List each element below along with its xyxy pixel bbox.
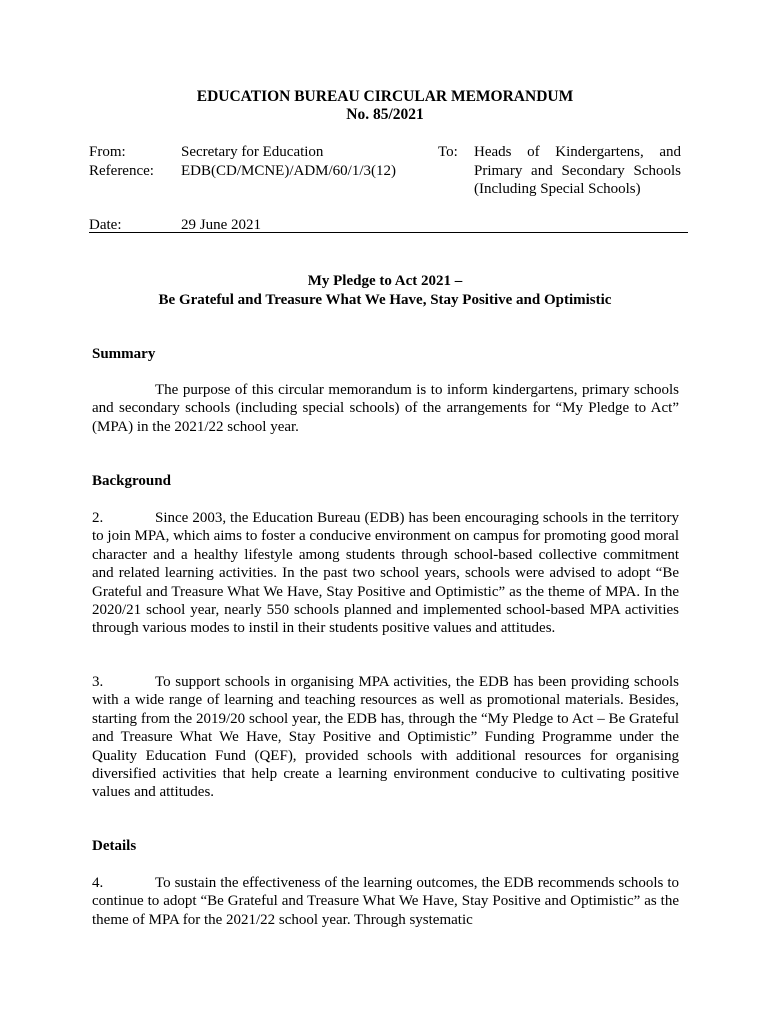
background-heading: Background [92, 473, 171, 489]
date-value: 29 June 2021 [181, 217, 261, 233]
summary-heading: Summary [92, 346, 156, 362]
summary-paragraph: The purpose of this circular memorandum is to inform kindergartens, primary schools and secondary schools (including special schools) of the arrangements for “My Pledge to Act” (MPA) in the 2021/22 school year. [92, 382, 679, 435]
memo-title: EDUCATION BUREAU CIRCULAR MEMORANDUM [196, 88, 574, 105]
reference-value: EDB(CD/MCNE)/ADM/60/1/3(12) [181, 163, 396, 179]
paragraph-4-text: To sustain the effectiveness of the learning outcomes, the EDB recommends schools to continue to adopt “Be Grateful and Treasure What We Have, Stay Positive and Optimistic” as the theme of MPA for the 2021/22 school year. Through systematic [92, 875, 679, 928]
from-label: From: [89, 144, 126, 160]
memo-number: No. 85/2021 [346, 106, 424, 123]
reference-label: Reference: [89, 163, 154, 179]
paragraph-2-text: Since 2003, the Education Bureau (EDB) has been encouraging schools in the territory to join MPA, which aims to foster a conducive environment on campus for promoting good moral character and a healthy lifestyle among students through school-based collective commitment and related learning activities. In the past two school years, schools were advised to adopt “Be Grateful and Treasure What We Have, Stay Positive and Optimistic” as the theme of MPA. In the 2020/21 school year, nearly 550 schools planned and implemented school-based MPA activities through various modes to instil in their students positive values and attitudes. [92, 510, 679, 637]
paragraph-2: 2. Since 2003, the Education Bureau (EDB) has been encouraging schools in the territory to join MPA, which aims to foster a conducive environment on campus for promoting good moral character and a healthy lifestyle among students through school-based collective commitment and related learning activities. In the past two school years, schools were advised to adopt “Be Grateful and Treasure What We Have, Stay Positive and Optimistic” as the theme of MPA. In the 2020/21 school year, nearly 550 schools planned and implemented school-based MPA activities through various modes to instil in their students positive values and attitudes. [92, 510, 679, 637]
paragraph-3: 3. To support schools in organising MPA activities, the EDB has been providing schools with a wide range of learning and teaching resources as well as promotional materials. Besides, starting from the 2019/20 school year, the EDB has, through the “My Pledge to Act – Be Grateful and Treasure What We Have, Stay Positive and Optimistic” Funding Programme under the Quality Education Fund (QEF), provided schools with additional resources for organising diversified activities that help create a learning environment conducive to cultivating positive values and attitudes. [92, 674, 679, 801]
date-label: Date: [89, 217, 122, 233]
paragraph-3-text: To support schools in organising MPA activities, the EDB has been providing schools with a wide range of learning and teaching resources as well as promotional materials. Besides, starting from the 2019/20 school year, the EDB has, through the “My Pledge to Act – Be Grateful and Treasure What We Have, Stay Positive and Optimistic” Funding Programme under the Quality Education Fund (QEF), provided schools with additional resources for organising diversified activities that help create a learning environment conducive to cultivating positive values and attitudes. [92, 674, 679, 801]
paragraph-4: 4. To sustain the effectiveness of the learning outcomes, the EDB recommends schools to continue to adopt “Be Grateful and Treasure What We Have, Stay Positive and Optimistic” as the theme of MPA for the 2021/22 school year. Through systematic [92, 875, 679, 928]
details-heading: Details [92, 838, 137, 854]
from-value: Secretary for Education [181, 144, 324, 160]
to-label: To: [438, 144, 458, 160]
subject-line-1: My Pledge to Act 2021 – [307, 273, 463, 289]
header-divider [89, 232, 688, 233]
subject-line-2: Be Grateful and Treasure What We Have, Stay Positive and Optimistic [158, 292, 612, 308]
to-value: Heads of Kindergartens, and Primary and Secondary Schools (Including Special Schools) [474, 144, 681, 197]
